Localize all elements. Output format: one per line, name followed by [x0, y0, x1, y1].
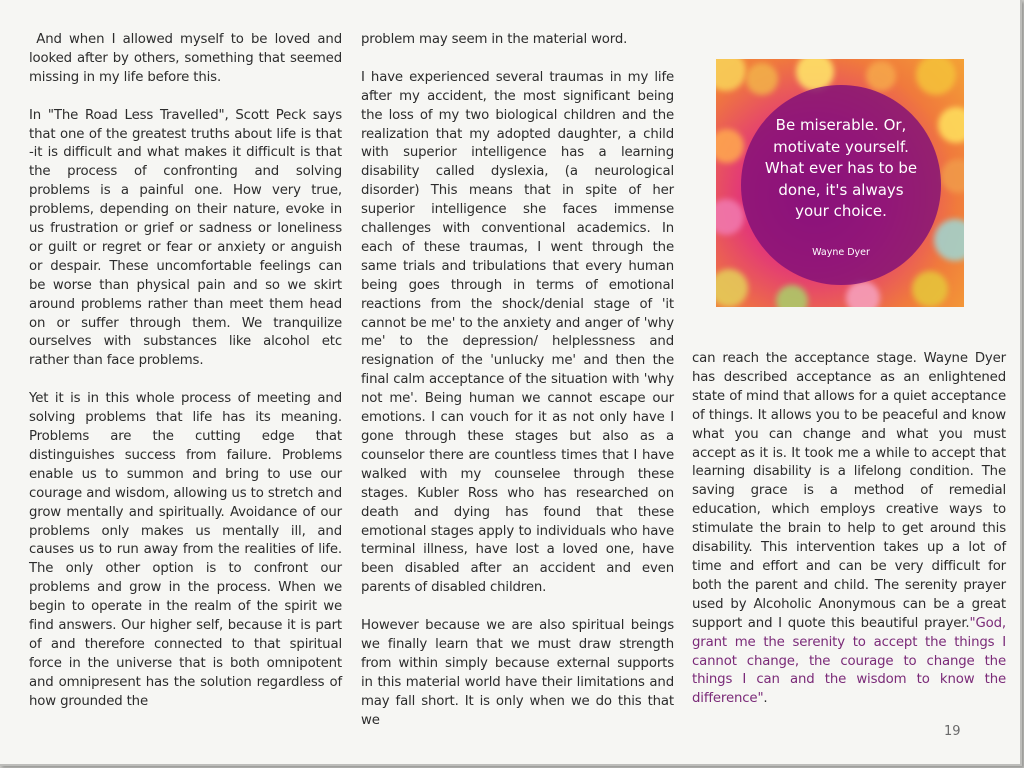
paragraph: In "The Road Less Travelled", Scott Peck says that one of the greatest truths about life is that -it is difficult and what makes it difficult is that the process of confronting and solving problems is a painful one. How very true, problems, depending on their nature, evoke in us frustration or grief or sadness or loneliness or guilt or regret or fear or anxiety or anguish or despair. These uncomfortable feelings can be worse than physical pain and so we skirt around problems rather than meet them head on or suffer through them. We tranquilize ourselves with substances like alcohol etc rather than face problems.: [29, 107, 342, 369]
text-column-right: [692, 350, 1006, 709]
quote-image: [716, 59, 964, 307]
paragraph-text: can reach the acceptance stage. Wayne Dyer has described acceptance as an enlightened state of mind that allows for a quiet acceptance of things. It allows you to be peaceful and know what you can change and what you must accept as it is. It took me a while to accept that learning disability is a lifelong condition. The saving grace is a method of remedial education, which employs creative ways to stimulate the brain to help to get around this disability. This intervention takes up a lot of time and effort and can be very difficult for both the parent and child. The serenity prayer used by Alcoholic Anonymous can be a great support and I quote this beautiful prayer.: [692, 351, 1006, 631]
paragraph: I have experienced several traumas in my life after my accident, the most significant being the loss of my two biological children and the realization that my adopted daughter, a child with superior intelligence has a learning disability called dyslexia, (a neurological disorder) This means that in spite of her superior intelligence she faces immense challenges with conventional academics. In each of these traumas, I went through the same trials and tribulations that every human being goes through in terms of emotional reactions from the shock/denial stage of 'it cannot be me' to the anxiety and anger of 'why me' to the depression/ helplessness and resignation of the 'unlucky me' and then the final calm acceptance of the situation with 'why not me'. Being human we cannot escape our emotions. I can vouch for it as not only have I gone through these stages but also as a counselor there are countless times that I have walked with my counselee through these stages. Kubler Ross who has researched on death and dying has found that these emotional stages apply to individuals who have terminal illness, have lost a loved one, have been disabled after an accident and even parents of disabled children.: [361, 69, 674, 596]
serenity-prayer-quote: "God, grant me the serenity to accept the things I cannot change, the courage to change the things I can and the wisdom to know the difference": [692, 615, 1006, 707]
paragraph: Yet it is in this whole process of meeting and solving problems that life has its meaning. Problems are the cutting edge that distinguishes success from failure. Problems enable us to summon and bring to use our courage and wisdom, allowing us to stretch and grow mentally and spiritually. Avoidance of our problems only makes us mentally ill, and causes us to run away from the realities of life. The only other option is to confront our problems and grow in the process. When we begin to operate in the realm of the spirit we find answers. Our higher self, because it is part of and therefore connected to that spiritual force in the universe that is both omnipotent and omnipresent has the solution regardless of how grounded the: [29, 391, 342, 709]
paragraph: However because we are also spiritual beings we finally learn that we must draw strength from within simply because external supports in this material world have their limitations and may fall short. It is only when we do this that we: [361, 618, 674, 728]
text-column-middle: [361, 31, 674, 731]
paragraph: And when I allowed myself to be loved and looked after by others, something that seemed missing in my life before this.: [29, 32, 342, 85]
paragraph: [692, 350, 1006, 709]
quote-author: Wayne Dyer: [812, 247, 870, 258]
quote-text: Be miserable. Or, motivate yourself. What ever has to be done, it's always your choice.: [764, 116, 918, 221]
text-column-left: [29, 31, 342, 712]
paragraph-end: .: [763, 691, 768, 707]
page-number: 19: [944, 724, 961, 739]
paragraph: problem may seem in the material word.: [361, 32, 628, 47]
